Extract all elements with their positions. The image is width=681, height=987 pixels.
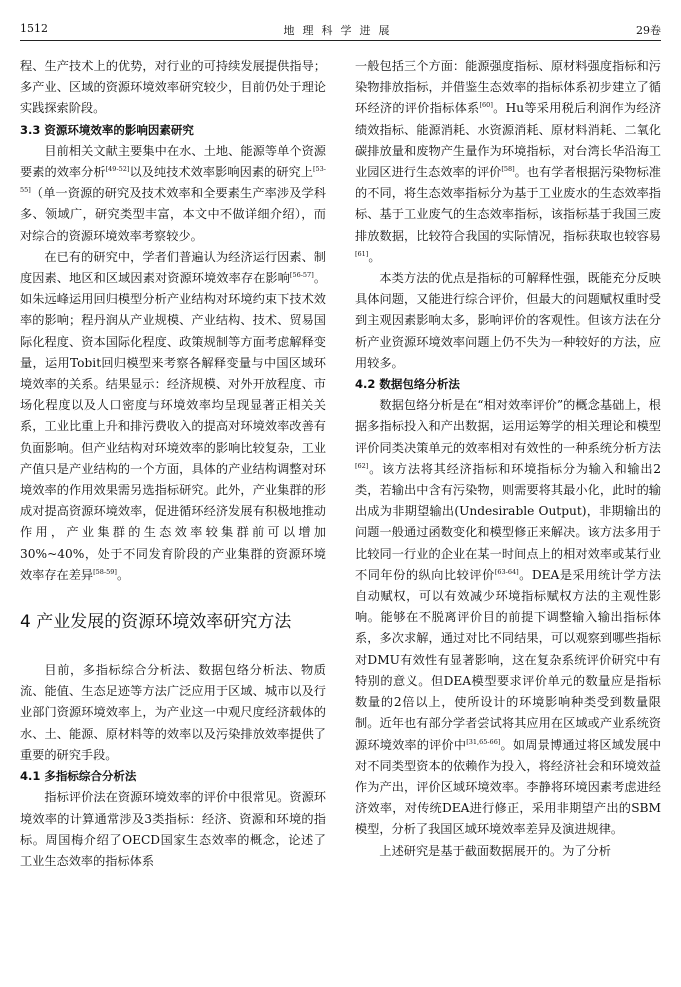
citation: [58]: [501, 164, 515, 173]
text-run: 目前相关文献主要集中在水、土地、能源等单个资源要素的效率分析: [20, 143, 326, 180]
text-run: 。也有学者根据污染物标准的不同，将生态效率指标分为基于工业废水的生态效率指标、基于工业废气的生态效率指标，该指标基于我国三废排放数据，比较符合我国的实际情况，指标获取也较容易: [355, 165, 661, 243]
volume-number: 29卷: [636, 24, 661, 37]
paragraph: [355, 56, 661, 268]
section-heading-4-2: 4.2 数据包络分析法: [355, 377, 460, 392]
citation: [31,65-66]: [466, 737, 501, 746]
text-run: 。如朱远峰运用回归模型分析产业结构对环境约束下技术效率的影响；程丹润从产业规模、产业结构、技术、贸易国际化程度、资本国际化程度、政策规制等方面考虑解释变量，运用Tobit回归模型来考察各解释变量与中国区域环境效率的关系。结果显示：经济规模、对外开放程度、市场化程度以及人口密度与环境效率均呈现显著正相关关系，工业比重上升和排污费收入的提高对环境效率改善有负面影响。但产业结构对环境效率的影响比较复杂，工业产值只是产业结构的一个方面，具体的产业结构调整对环境效率的作用效果需另选指标研究。此外，产业集群的形成对提高资源环境效率，促进循环经济发展有积极地推动作用，产业集群的生态效率较集群前可以增加30%~40%，处于不同发育阶段的产业集群的资源环境效率存在差异: [20, 271, 327, 582]
text-run: 。Hu等采用税后利润作为经济绩效指标、能源消耗、水资源消耗、原材料消耗、二氧化碳排放量和废物产生量作为环境指标，对台湾长华沿海工业园区进行生态效率的评价: [355, 101, 662, 180]
text-run: 。: [368, 249, 381, 264]
citation: [58-59]: [93, 567, 117, 576]
section-heading-3-3: 3.3 资源环境效率的影响因素研究: [20, 122, 194, 137]
page-number: 1512: [20, 22, 48, 35]
text-run: 数据包络分析是在“相对效率评价”的概念基础上，根据多指标投入和产出数据，运用运筹学的相关理论和模型评价同类决策单元的效率相对有效性的一种系统分析方法: [355, 398, 661, 455]
paragraph: 目前，多指标综合分析法、数据包络分析法、物质流、能值、生态足迹等方法广泛应用于区域、城市以及行业部门资源环境效率上，为产业这一中观尺度经济载体的水、土、能源、原材料等的效率以及污染排放效率提供了重要的研究手段。: [20, 663, 326, 762]
text-run: 在已有的研究中，学者们普遍认为经济运行因素、制度因素、地区和区域因素对资源环境效率存在影响: [20, 249, 326, 286]
paragraph: 本类方法的优点是指标的可解释性强，既能充分反映具体问题，又能进行综合评价，但最大的问题赋权重时受到主观因素影响太多，影响评价的客观性。但该方法在分析产业资源环境效率问题上仍不失为一种较好的方法，应用较多。: [355, 271, 661, 370]
right-column: [355, 56, 661, 862]
section-heading-4-1: 4.1 多指标综合分析法: [20, 769, 137, 784]
citation: [49-52]: [105, 164, 130, 173]
text-run: 。: [116, 567, 130, 582]
citation: [63-64]: [494, 567, 519, 576]
paragraph: [20, 247, 326, 586]
paragraph: [20, 141, 326, 247]
text-run: 。该方法将其经济指标和环境指标分为输入和输出2类，若输出中含有污染物，则需要将其最小化，此时的输出成为非期望输出(Undesirable Output)，非期输出的问题一般通过函数变化和模型修正来解决。该方法多用于比较同一行业的企业在某一时间点上的相对效率或某行业不同年份的纵向比较评价: [355, 461, 661, 582]
citation: [61]: [355, 249, 369, 258]
text-run: 。如周景博通过将区域发展中对不同类型资本的依赖作为投入，将经济社会和环境效益作为产出，评价区域环境效率。李静将环境因素考虑进经济效率，对传统DEA进行修正，采用非期望产出的SBM模型，分析了我国区域环境效率差异及演进规律。: [355, 737, 662, 837]
paragraph: [355, 395, 661, 840]
citation: [60]: [479, 101, 493, 110]
text-run: （单一资源的研究及技术效率和全要素生产率涉及学科多、领域广，研究类型丰富，本文中不做详细介绍），而对综合的资源环境效率考察较少。: [20, 186, 326, 243]
text-run: 以及纯技术效率影响因素的研究上: [129, 165, 313, 180]
left-column: [20, 56, 326, 872]
section-heading-4: 4 产业发展的资源环境效率研究方法: [20, 612, 292, 633]
citation: [53-55]: [20, 164, 327, 195]
page-header: [20, 22, 661, 41]
citation: [56-57]: [289, 270, 314, 279]
text-run: 。DEA是采用统计学方法自动赋权，可以有效减少环境指标赋权方法的主观性影响。能够在不脱离评价目的前提下调整输入输出指标体系，多次求解，通过对比不同结果，可以观察到哪些指标对DMU有效性有显著影响，这在复杂系统评价研究中有特别的意义。但DEA模型要求评价单元的数量应是指标数量的2倍以上，使所设计的环境影响种类受到数量限制。近年也有部分学者尝试将其应用在区域或产业系统资源环境效率的评价中: [355, 567, 661, 752]
paragraph: 指标评价法在资源环境效率的评价中很常见。资源环境效率的计算通常涉及3类指标：经济、资源和环境的指标。周国梅介绍了OECD国家生态效率的概念，论述了工业生态效率的指标体系: [20, 790, 326, 868]
citation: [62]: [355, 461, 369, 470]
journal-title: 地理科学进展: [283, 24, 398, 37]
paragraph: 上述研究是基于截面数据展开的。为了分析: [379, 843, 611, 858]
text-run: 一般包括三个方面：能源强度指标、原材料强度指标和污染物排放指标，并借鉴生态效率的指标体系初步建立了循环经济的评价指标体系: [355, 59, 661, 116]
paragraph: 程、生产技术上的优势，对行业的可持续发展提供指导；多产业、区域的资源环境效率研究较少，目前仍处于理论实践探索阶段。: [20, 59, 326, 116]
